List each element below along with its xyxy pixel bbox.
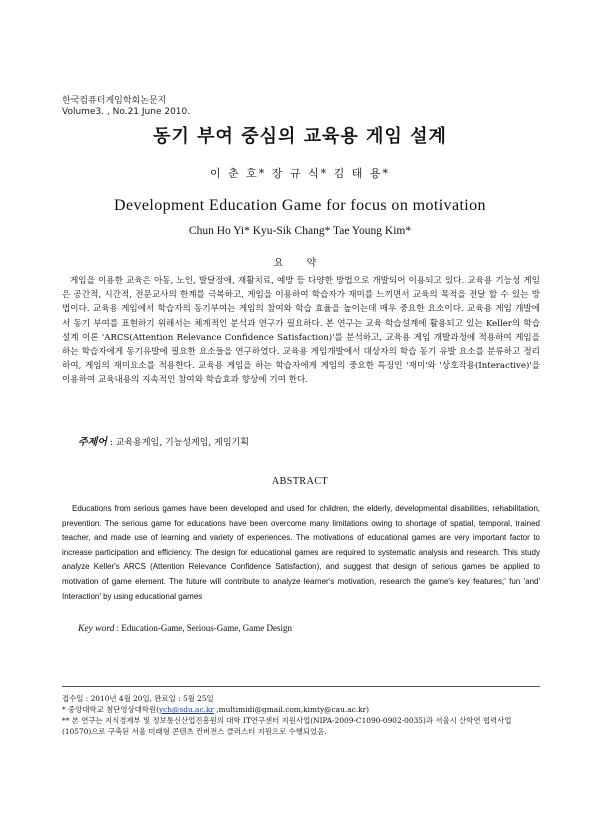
footnote-dates: 접수일 : 2010년 4월 20일, 완료일 : 5월 25일 [62,694,214,703]
keywords-english-label: Key word [78,624,115,634]
keywords-english-text: : Education-Game, Serious-Game, Game Design [116,623,293,633]
keywords-korean-text: : 교육용게임, 기능성게임, 게임기획 [109,438,249,448]
journal-volume: Volume3. , No.21 June 2010. [62,107,191,117]
abstract-english-body: Educations from serious games have been developed and used for children, the elderly, developmental disabilities, rehabilitation, prevention. The serious game for educations have been overcome many limitations owing to shortage of spatial, temporal, trained teacher, and made use of learning and variety of experiences. The motivations of educational games are very important factor to increase participation and efficiency. The design for educational games are required to systematic analysis and research. This study analyze Keller's ARCS (Attention Relevance Confidence Satisfaction), and suggest that design of serious games be applied to motivation of game element. The future will contribute to analyze learner's motivation, research the game's key features;' fun 'and' Interaction' by using educational games [62,504,540,601]
keywords-korean [78,433,249,448]
authors-english: Chun Ho Yi* Kyu-Sik Chang* Tae Young Kim* [188,225,412,237]
abstract-korean-heading: 요 약 [273,258,327,269]
footnotes [62,693,540,737]
authors-korean: 이 춘 호* 장 규 식* 김 태 용* [209,167,391,180]
keywords-korean-label: 주제어 [78,437,107,448]
footnote-affiliation [62,704,540,715]
abstract-korean-body: 게임을 이용한 교육은 아동, 노인, 발달장애, 재활치료, 예방 등 다양한 방법으로 개발되어 이용되고 있다. 교육용 기능성 게임은 공간적, 시간적, 전문교사의 한계를 극복하고, 게임을 이용하여 학습자가 재미를 느끼면서 교육의 목적을 전달 할 수 있는 방법이다. 교육용 게임에서 학습자의 동기부여는 게임의 참여와 학습 효율을 높이는데 매우 중요한 요소이다. 교육용 게임 개발에서 동기 부여를 표현하기 위해서는 체계적인 분석과 연구가 필요하다. 본 연구는 교육 학습설계에 활용되고 있는 Keller의 학습설계 이론 'ARCS(Attention Relevance Confidence Satisfaction)'를 분석하고, 교육용 게임 개발과정에 적용하여 게임을 하는 학습자에게 동기유발에 필요한 요소들을 연구하였다. 교육용 게임개발에서 대상자의 학습 동기 유발 요소를 분류하고 정리하여, 게임의 재미요소를 적용한다. 교육용 게임을 하는 학습자에게 게임의 중요한 특징인 '재미'와 '상호작용(Interactive)'을 이용하여 교육내용의 지속적인 참여와 학습효과 향상에 기여 한다. [62,276,540,386]
journal-header [62,96,190,118]
paper-title-english: Development Education Game for focus on motivation [114,197,486,214]
footnote-divider [62,686,540,687]
journal-name: 한국컴퓨터게임학회논문지 [62,96,167,106]
abstract-english-heading: ABSTRACT [271,476,329,487]
keywords-english [78,623,292,634]
email-link[interactable]: ych@sdu.ac.kr [158,705,214,714]
footnote-funding: ** 본 연구는 지식경제부 및 정보통신산업진흥원의 대학 IT연구센터 지원사업(NIPA-2009-C1090-0902-0035)과 서울시 산학연 협력사업(10570)으로 구축된 서울 미래형 콘텐츠 컨버전스 클러스터 지원으로 수행되었음. [62,716,512,736]
affiliation-prefix: * 중앙대학교 첨단영상대학원( [62,705,159,714]
affiliation-suffix: ,multimidi@gmail.com,kimty@cau.ac.kr) [213,705,369,714]
paper-title-korean: 동기 부여 중심의 교육용 게임 설계 [153,126,447,147]
